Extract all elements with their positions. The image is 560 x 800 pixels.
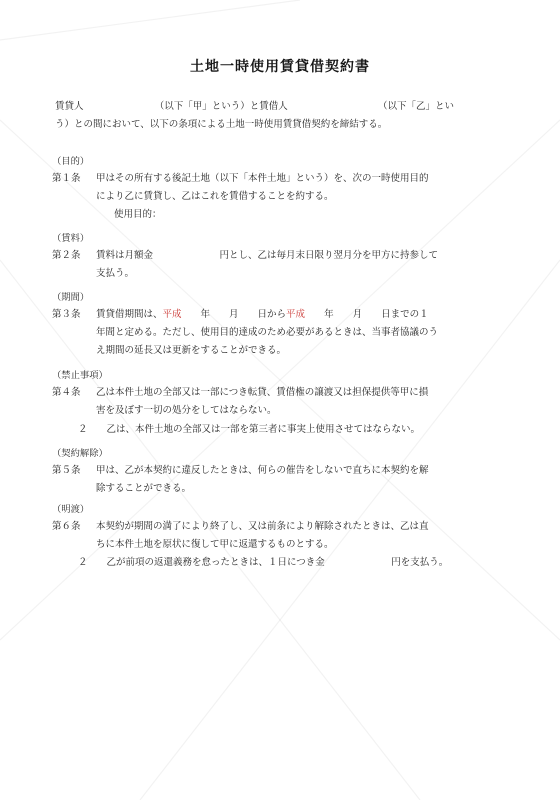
article-2-label: 第２条 — [52, 250, 81, 261]
article-2-line-1: 賃料は月額金 円とし、乙は毎月末日限り翌月分を甲方に持参して — [96, 250, 439, 261]
article-6 — [52, 518, 520, 554]
intro-line-1: 賃貸人 （以下「甲」という）と賃借人 （以下「乙」とい — [55, 101, 455, 112]
article-5 — [52, 462, 520, 498]
article-3-line-3: え期間の延長又は更新をすることができる。 — [96, 345, 287, 356]
period-text-1: 賃貸借期間は、 — [96, 309, 163, 320]
article-1-line-1: 甲はその所有する後記土地（以下「本件土地」という）を、次の一時使用目的 — [96, 173, 429, 184]
article-1 — [52, 170, 520, 224]
heading-purpose: （目的） — [52, 156, 90, 167]
article-3-line-2: 年間と定める。ただし、使用目的達成のため必要があるときは、当事者協議のう — [96, 327, 439, 338]
intro-line-2: う）との間において、以下の条項による土地一時使用賃貸借契約を締結する。 — [55, 119, 388, 130]
era-heisei-start: 平成 — [162, 309, 182, 320]
article-2 — [52, 247, 520, 283]
article-4-line-1: 乙は本件土地の全部又は一部につき転貸、賃借権の譲渡又は担保提供等甲に損 — [96, 387, 429, 398]
heading-termination: （契約解除） — [52, 448, 108, 459]
article-3-label: 第３条 — [52, 309, 81, 320]
intro-paragraph — [55, 98, 525, 134]
article-5-line-2: 除することができる。 — [96, 483, 192, 494]
article-6-clause-2: ２ 乙が前項の返還義務を怠ったときは、１日につき金 円を支払う。 — [78, 557, 449, 568]
article-4-line-2: 害を及ぼす一切の処分をしてはならない。 — [96, 405, 277, 416]
article-1-usage-purpose: 使用目的： — [114, 209, 162, 220]
article-4-clause-2: ２ 乙は、本件土地の全部又は一部を第三者に事実上使用させてはならない。 — [78, 424, 421, 435]
article-2-line-2: 支払う。 — [96, 268, 135, 279]
article-1-line-2: により乙に賃貸し、乙はこれを賃借することを約する。 — [96, 191, 334, 202]
article-3 — [52, 306, 520, 360]
era-heisei-end: 平成 — [286, 309, 306, 320]
document-title: 土地一時使用賃貸借契約書 — [190, 59, 370, 75]
article-5-label: 第５条 — [52, 465, 81, 476]
period-text-2: 年 月 日から — [181, 309, 287, 320]
heading-period: （期間） — [52, 292, 90, 303]
article-5-line-1: 甲は、乙が本契約に違反したときは、何らの催告をしないで直ちに本契約を解 — [96, 465, 429, 476]
article-6-label: 第６条 — [52, 521, 81, 532]
heading-prohibited: （禁止事項） — [52, 370, 108, 381]
article-3-line-1 — [96, 306, 520, 324]
article-4 — [52, 384, 520, 420]
article-4-label: 第４条 — [52, 387, 81, 398]
article-1-label: 第１条 — [52, 173, 81, 184]
heading-rent: （賃料） — [52, 233, 90, 244]
article-6-line-1: 本契約が期間の満了により終了し、又は前条により解除されたときは、乙は直 — [96, 521, 429, 532]
article-6-line-2: ちに本件土地を原状に復して甲に返還するものとする。 — [96, 539, 334, 550]
heading-surrender: （明渡） — [52, 504, 90, 515]
period-text-3: 年 月 日までの１ — [305, 309, 429, 320]
